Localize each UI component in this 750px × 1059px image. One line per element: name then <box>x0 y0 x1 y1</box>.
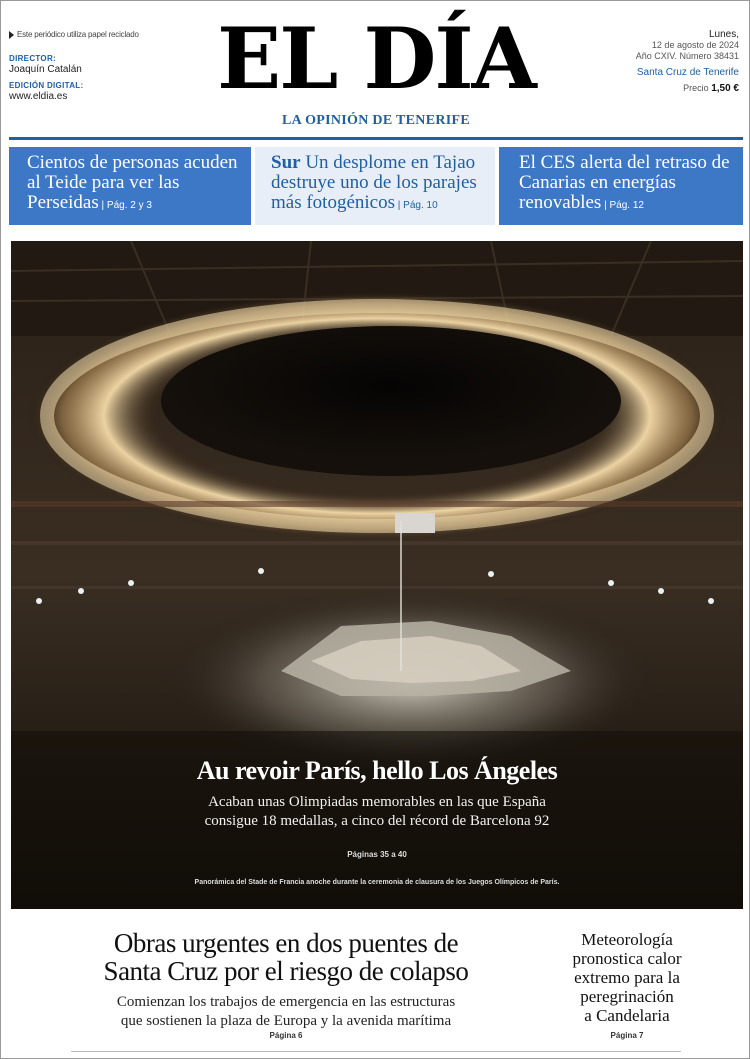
side-story-line1: Meteorología <box>581 930 673 949</box>
photo-pages: Páginas 35 a 40 <box>347 850 407 859</box>
teaser-page: | Pág. 2 y 3 <box>98 200 152 211</box>
teaser-headline: Un desplome en Tajao destruye uno de los parajes más fotogénicos <box>271 152 477 213</box>
photo-dek <box>11 793 743 831</box>
triangle-icon <box>9 31 14 39</box>
photo-headline[interactable]: Au revoir París, hello Los Ángeles <box>196 756 558 785</box>
director-name: Joaquín Catalán <box>9 64 82 75</box>
photo-caption: Panorámica del Stade de Francia anoche durante la ceremonia de clausura de los Juegos Olímpicos de París. <box>194 879 560 886</box>
teaser-ces[interactable] <box>499 147 743 225</box>
issue-date: 12 de agosto de 2024 <box>651 40 739 50</box>
newspaper-subtitle: LA OPINIÓN DE TENERIFE <box>282 113 470 128</box>
masthead-right-info <box>569 29 739 94</box>
side-story-line5: a Candelaria <box>584 1006 670 1025</box>
side-story-headline[interactable] <box>547 930 707 1025</box>
masthead-left-info <box>9 29 189 107</box>
bottom-rule <box>71 1051 681 1052</box>
main-story-headline-line1: Obras urgentes en dos puentes de <box>113 928 459 958</box>
main-story-dek <box>41 993 531 1031</box>
edition-city: Santa Cruz de Tenerife <box>636 67 739 78</box>
masthead-rule <box>9 137 743 140</box>
digital-edition-url[interactable]: www.eldia.es <box>9 91 68 102</box>
main-story-headline[interactable] <box>41 929 531 985</box>
lead-photo[interactable] <box>11 241 743 909</box>
recycled-paper-note <box>9 29 189 40</box>
photo-dek-line1: Acaban unas Olimpiadas memorables en las que España <box>208 794 546 810</box>
main-story-dek-line2: que sostienen la plaza de Europa y la avenida marítima <box>120 1013 452 1029</box>
teaser-strip <box>9 147 743 225</box>
price <box>569 83 739 94</box>
weekday: Lunes, <box>708 29 739 40</box>
teaser-perseidas[interactable] <box>9 147 251 225</box>
teaser-tajao[interactable] <box>255 147 495 225</box>
main-story-page: Página 6 <box>269 1031 303 1040</box>
price-value: 1,50 € <box>711 83 739 94</box>
main-story-headline-line2: Santa Cruz por el riesgo de colapso <box>103 956 469 986</box>
recycled-paper-text: Este periódico utiliza papel reciclado <box>17 30 139 39</box>
teaser-kicker: Sur <box>271 152 301 173</box>
main-story-dek-line1: Comienzan los trabajos de emergencia en las estructuras <box>116 994 456 1010</box>
teaser-headline: El CES alerta del retraso de Canarias en energías renovables <box>519 152 730 213</box>
teaser-page: | Pág. 10 <box>395 200 438 211</box>
side-story-page: Página 7 <box>610 1031 644 1040</box>
side-story-line4: peregrinación <box>580 987 674 1006</box>
photo-dek-line2: consigue 18 medallas, a cinco del récord de Barcelona 92 <box>204 813 550 829</box>
price-label: Precio <box>683 83 709 93</box>
side-story-line2: pronostica calor <box>572 949 682 968</box>
newspaper-logo: EL DÍA <box>217 9 535 108</box>
teaser-headline: Cientos de personas acuden al Teide para ver las Perseidas <box>27 152 238 213</box>
side-story-line3: extremo para la <box>574 968 680 987</box>
director-label: DIRECTOR: <box>9 54 56 63</box>
digital-edition-label: EDICIÓN DIGITAL: <box>9 81 84 90</box>
teaser-page: | Pág. 12 <box>601 200 644 211</box>
issue-number: Año CXIV. Número 38431 <box>635 51 739 61</box>
